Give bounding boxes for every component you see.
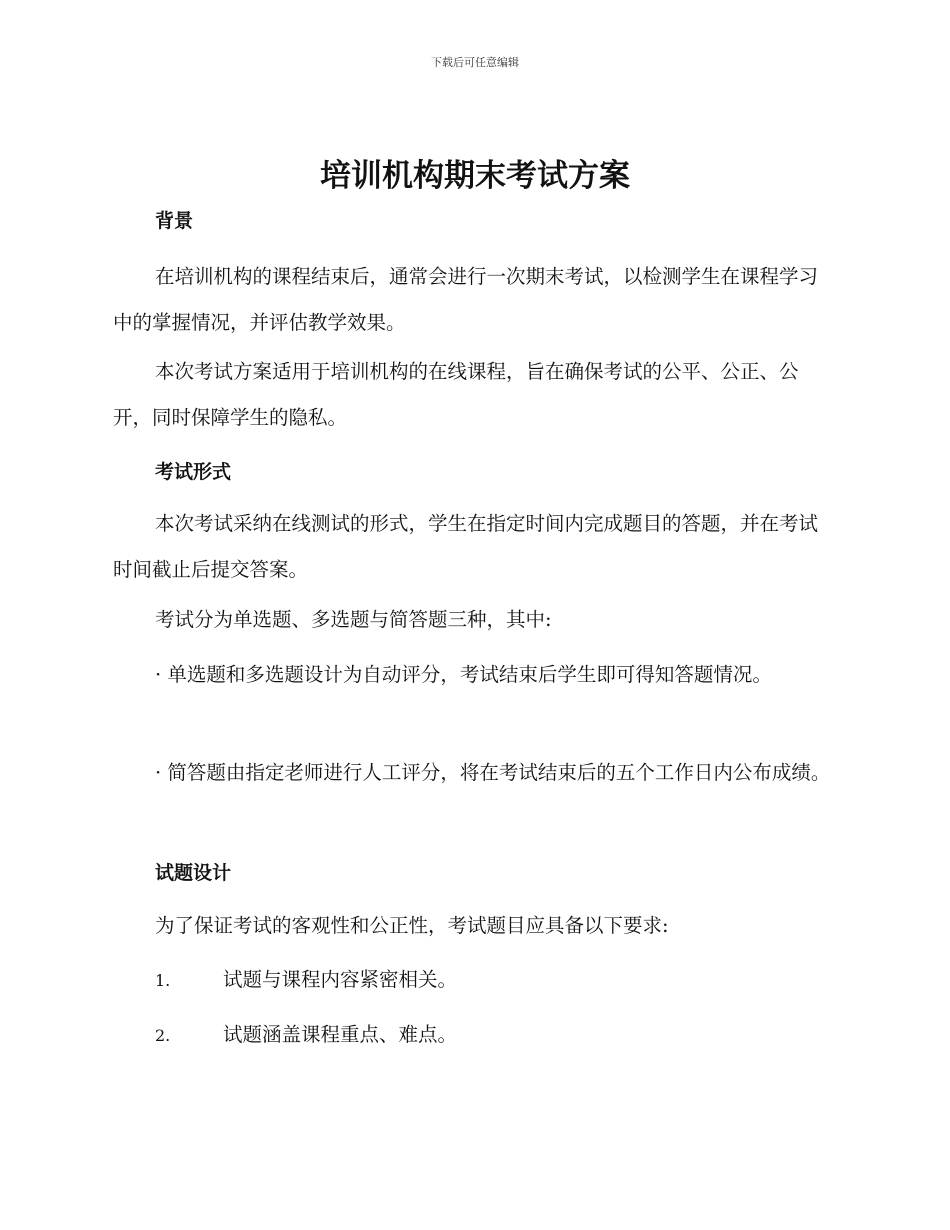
list-item-text: 试题涵盖课程重点、难点。 bbox=[223, 1023, 458, 1046]
section-heading-background: 背景 bbox=[155, 210, 194, 232]
list-item-number: 2. bbox=[155, 1026, 171, 1045]
list-item-number: 1. bbox=[155, 971, 171, 990]
format-paragraph-1: 本次考试采纳在线测试的形式，学生在指定时间内完成题目的答题，并在考试时间截止后提交答案。 bbox=[113, 512, 819, 581]
background-paragraph-2: 本次考试方案适用于培训机构的在线课程，旨在确保考试的公平、公正、公开，同时保障学生的隐私。 bbox=[113, 360, 799, 429]
list-item bbox=[155, 965, 457, 996]
background-paragraph-1: 在培训机构的课程结束后，通常会进行一次期末考试，以检测学生在课程学习中的掌握情况，并评估教学效果。 bbox=[113, 265, 819, 334]
list-item-text: 试题与课程内容紧密相关。 bbox=[223, 968, 458, 991]
section-heading-design: 试题设计 bbox=[155, 862, 232, 884]
format-bullet-1: · 单选题和多选题设计为自动评分，考试结束后学生即可得知答题情况。 bbox=[155, 663, 772, 686]
design-intro: 为了保证考试的客观性和公正性，考试题目应具备以下要求: bbox=[155, 914, 669, 937]
document-title: 培训机构期末考试方案 bbox=[320, 158, 630, 194]
format-paragraph-2: 考试分为单选题、多选题与简答题三种，其中: bbox=[155, 608, 552, 631]
list-item bbox=[155, 1020, 457, 1051]
format-bullet-2: · 简答题由指定老师进行人工评分，将在考试结束后的五个工作日内公布成绩。 bbox=[155, 761, 831, 784]
header-note: 下载后可任意编辑 bbox=[431, 56, 519, 69]
section-heading-format: 考试形式 bbox=[155, 461, 232, 483]
